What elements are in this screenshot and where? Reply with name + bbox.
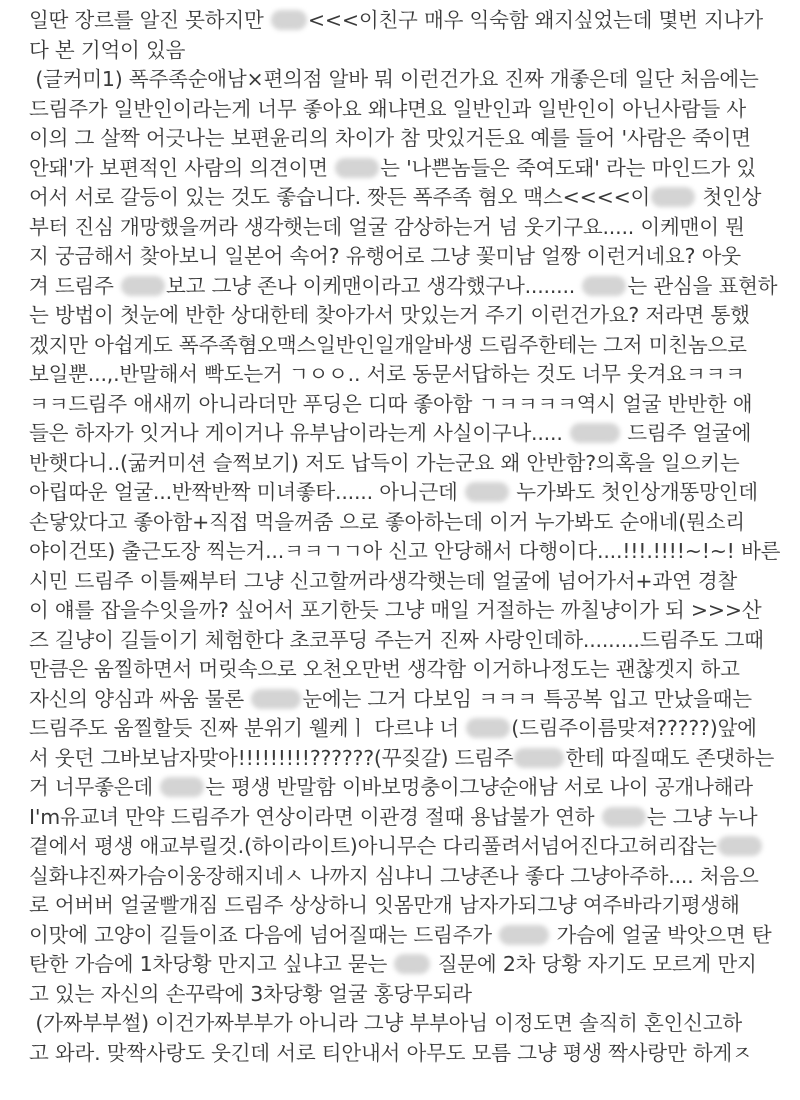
text-line: 아립따운 얼굴...반짝반짝 미녀좋타...... 아니근데 누가봐도 첫인상개똥망인데 [29, 480, 758, 504]
redacted-blur [718, 836, 762, 856]
text-line: 안돼'가 보편적인 사람의 의견이면 는 '나쁜놈들은 죽여도돼' 라는 마인드가 있 [29, 155, 756, 180]
text-line: 이맛에 고양이 길들이죠 다음에 넘어질때는 드림주가 가슴에 얼굴 박앗으면 탄 [29, 922, 772, 947]
text-line: (글커미1) 폭주족순애남×편의점 알바 뭐 이런건가요 진짜 개좋은데 일단 처음에는 [29, 67, 759, 91]
text-line: 로 어버버 얼굴빨개짐 드림주 상상하니 잇몸만개 남자가되그냥 여주바라기평생해 [29, 893, 740, 917]
redacted-blur [271, 10, 307, 30]
redacted-blur [651, 187, 695, 207]
text-line: 다 본 기억이 있음 [29, 37, 186, 62]
redacted-blur [570, 423, 620, 443]
text-line: (가짜부부썰) 이건가짜부부가 아니라 그냥 부부아님 이정도면 솔직히 혼인신고하 [29, 1011, 743, 1035]
text-line: 드림주가 일반인이라는게 너무 좋아요 왜냐면요 일반인과 일반인이 아닌사람들 사 [29, 96, 747, 121]
text-line: I'm유교녀 만약 드림주가 연상이라면 이관경 절때 용납불가 연하 는 그냥 누나 [29, 804, 758, 829]
text-line: 거 너무좋은데 는 평생 반말함 이바보멍충이그냥순애남 서로 나이 공개나해라 [29, 775, 753, 799]
text-line: 보일뿐...,.반말해서 빡도는거 ㄱㅇㅇ.. 서로 동문서답하는 것도 너무 웃겨요ㅋㅋㅋ [29, 362, 745, 386]
text-line: 들은 하자가 잇거나 게이거나 유부남이라는게 사실이구나..... 드림주 얼굴에 [29, 421, 752, 445]
redacted-blur [394, 954, 430, 974]
post-body [29, 6, 785, 1068]
text-line: 고 있는 자신의 손꾸락에 3차당황 얼굴 홍당무되라 [29, 981, 472, 1006]
redacted-blur [466, 718, 510, 738]
text-line: 드림주도 움찔할듯 진짜 분위기 웰케ㅣ 다르냐 너 (드림주이름맞져?????)앞에 [29, 716, 757, 740]
text-line: 는 방법이 첫눈에 반한 상대한테 찾아가서 맛있는거 주기 이런건가요? 저라면 통했 [29, 303, 750, 327]
redacted-blur [160, 777, 204, 797]
text-line: 고 와라. 맞짝사랑도 웃긴데 서로 티안내서 아무도 모름 그냥 평생 짝사랑만 하게ㅈ [29, 1040, 752, 1065]
redacted-blur [499, 925, 549, 945]
text-line: ㅋㅋ드림주 애새끼 아니라더만 푸딩은 디따 좋아함 ㄱㅋㅋㅋㅋ역시 얼굴 반반한 애 [29, 391, 753, 416]
text-line: 겠지만 아쉽게도 폭주족혐오맥스일반인일개알바생 드림주한테는 그저 미친놈으로 [29, 332, 747, 357]
text-line: 탄한 가슴에 1차당황 만지고 싶냐고 묻는 질문에 2차 당황 자기도 모르게 만지 [29, 952, 757, 976]
text-line: 즈 길냥이 길들이기 체험한다 초코푸딩 주는거 진짜 사랑인데하.........드림주도 그때 [29, 627, 764, 652]
redacted-blur [602, 807, 646, 827]
text-line: 자신의 양심과 싸움 물론 눈에는 그거 다보임 ㅋㅋㅋ 특공복 입고 만났을때는 [29, 686, 752, 711]
redacted-blur [582, 276, 626, 296]
text-line: 지 궁금해서 찾아보니 일본어 속어? 유행어로 그냥 꽃미남 얼짱 이런거네요? 아웃 [29, 244, 741, 268]
redacted-blur [121, 276, 165, 296]
redacted-blur [335, 158, 379, 178]
text-line: 야이건또) 출근도장 찍는거...ㅋㅋㄱㄱ아 신고 안당해서 다행이다....!!!.!!!!~!~! 바른 [29, 539, 781, 563]
text-line: 겨 드림주 보고 그냥 존나 이케맨이라고 생각했구나........ 는 관심을 표현하 [29, 273, 778, 298]
text-line: 손닿았다고 좋아함+직접 먹을꺼줌 으로 좋아하는데 이거 누가봐도 순애네(뭔소리 [29, 509, 745, 534]
text-line: 서 웃던 그바보남자맞아!!!!!!!!!??????(꾸짖갈) 드림주 한테 따질때도 존댓하는 [29, 745, 775, 770]
redacted-blur [465, 482, 509, 502]
text-line: 부터 진심 개망했을꺼라 생각햇는데 얼굴 감상하는거 넘 웃기구요..... 이케맨이 뭔 [29, 214, 745, 239]
text-line: 곁에서 평생 애교부릴것.(하이라이트)아니무슨 다리풀려서넘어진다고허리잡는 [29, 832, 785, 862]
redacted-blur [514, 748, 564, 768]
redacted-blur [251, 689, 301, 709]
text-line: 일딴 장르를 알진 못하지만 <<<이친구 매우 익숙함 왜지싶었는데 몇번 지나가 [29, 8, 763, 32]
text-line: 반햇다니..(굶커미션 슬쩍보기) 저도 납득이 가는군요 왜 안반함?의혹을 일으키는 [29, 450, 740, 475]
text-line: 만큼은 움찔하면서 머릿속으로 오천오만번 생각함 이거하나정도는 괜찮겟지 하고 [29, 657, 740, 681]
text-line: 이의 그 살짝 어긋나는 보편윤리의 차이가 참 맛있거든요 예를 들어 '사람은 죽이면 [29, 126, 751, 150]
text-line: 어서 서로 갈등이 있는 것도 좋습니다. 짯든 폭주족 혐오 맥스<<<<이 첫인상 [29, 185, 762, 209]
text-line: 실화냐진짜가슴이웅장해지네ㅅ 나까지 심냐니 그냥존나 좋다 그냥아주하.... 처음으 [29, 863, 759, 888]
text-line: 시민 드림주 이틀째부터 그냥 신고할꺼라생각햇는데 얼굴에 넘어가서+과연 경찰 [29, 568, 738, 593]
text-line: 이 얘를 잡을수잇을까? 싶어서 포기한듯 그냥 매일 거절하는 까칠냥이가 되 >>>산 [29, 598, 762, 622]
